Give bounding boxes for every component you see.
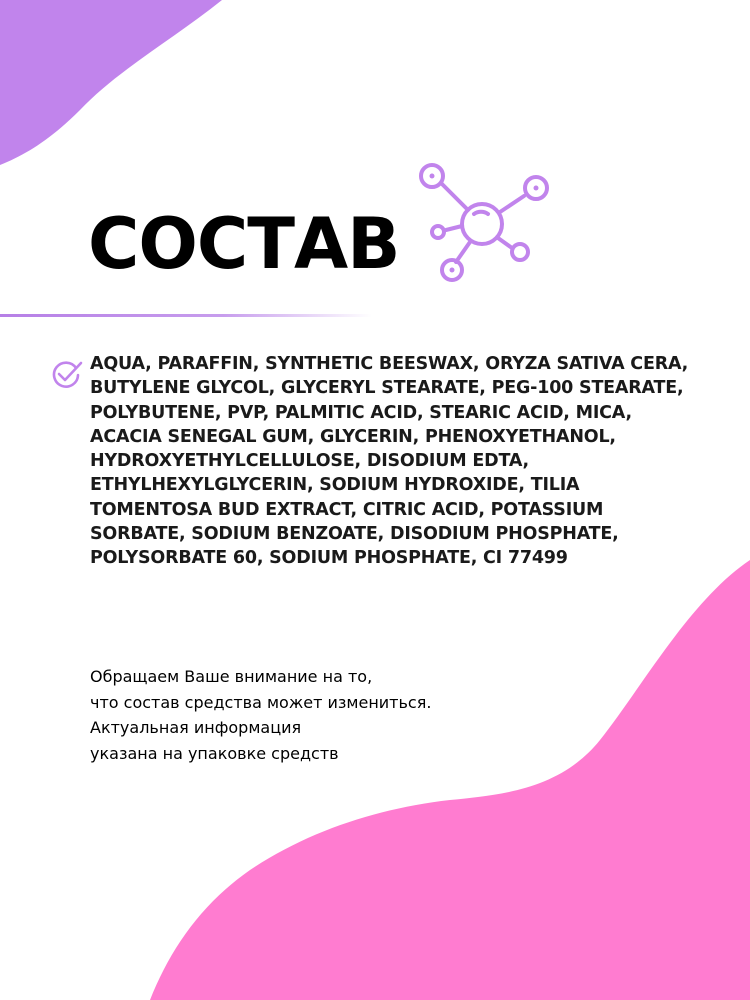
- ingredients-list: AQUA, PARAFFIN, SYNTHETIC BEESWAX, ORYZA SATIVA CERA, BUTYLENE GLYCOL, GLYCERYL STEARATE, PEG-100 STEARATE, POLYBUTENE, PVP, PALMITIC ACID, STEARIC ACID, MICA, ACACIA SENEGAL GUM, GLYCERIN, PHENOXYETHANOL, HYDROXYETHYLCELLULOSE, DISODIUM EDTA, ETHYLHEXYLGLYCERIN, SODIUM HYDROXIDE, TILIA TOMENTOSA BUD EXTRACT, CITRIC ACID, POTASSIUM SORBATE, SODIUM BENZOATE, DISODIUM PHOSPHATE, POLYSORBATE 60, SODIUM PHOSPHATE, CI 77499: [90, 354, 689, 569]
- title-divider: [0, 314, 372, 317]
- molecule-icon: [412, 156, 552, 292]
- top-left-purple-blob: [0, 0, 222, 165]
- page-title: СОСТАВ: [88, 203, 400, 285]
- composition-notice: [90, 664, 650, 766]
- notice-line: Актуальная информация: [90, 718, 302, 737]
- notice-line: что состав средства может измениться.: [90, 692, 432, 712]
- notice-line: Обращаем Ваше внимание на то,: [90, 667, 373, 686]
- check-circle-icon: [50, 358, 84, 390]
- bottom-right-pink-blob: [150, 560, 750, 1000]
- notice-line: указана на упаковке средств: [90, 743, 339, 763]
